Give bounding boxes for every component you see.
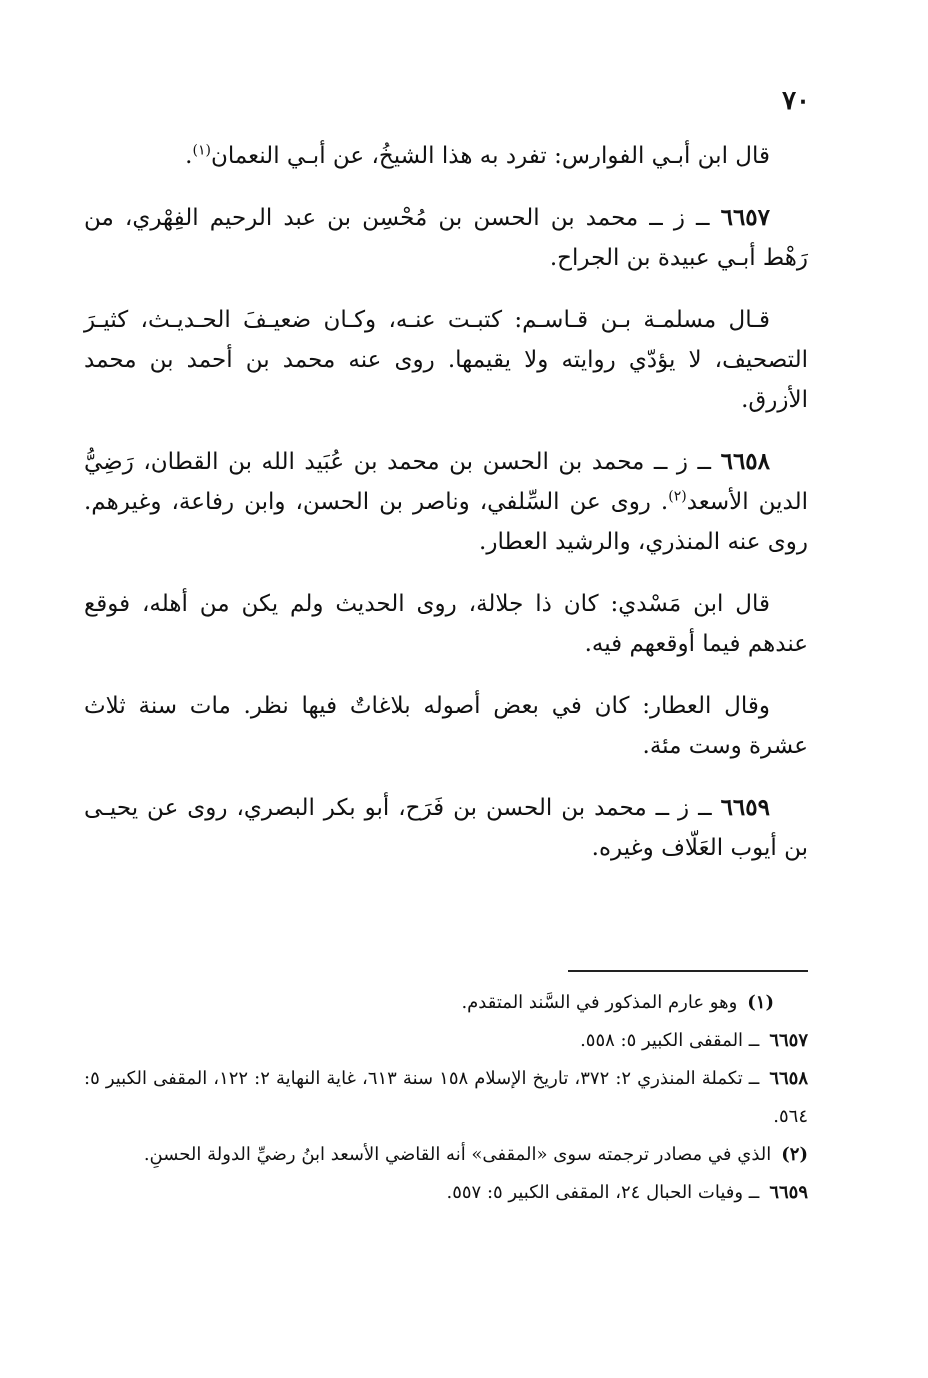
footnote-divider bbox=[568, 970, 808, 972]
footnote-text: الذي في مصادر ترجمته سوى «المقفى» أنه القاضي الأسعد ابنُ رضيِّ الدولة الحسنِ. bbox=[143, 1144, 772, 1165]
entry-number: ٦٦٥٧ bbox=[720, 204, 771, 231]
footnote-text: ــ وفيات الحبال ٢٤، المقفى الكبير ٥: ٥٥٧. bbox=[446, 1182, 760, 1203]
footnote-number: ٦٦٥٨ bbox=[769, 1068, 808, 1089]
entry-text: ــ ز ــ محمد بن الحسن بن فَرَح، أبو بكر البصري، روى عن يحيـى بن أيوب العَلّاف وغيره. bbox=[84, 795, 808, 861]
footnote-text: وهو عارم المذكور في السَّند المتقدم. bbox=[461, 992, 738, 1013]
paragraph-5-text: قال ابن مَسْدي: كان ذا جلالة، روى الحديث ولم يكن من أهله، فوقع عندهم فيما أوقعهم فيه. bbox=[84, 591, 808, 657]
paragraph-6 bbox=[84, 686, 808, 766]
footnote-ref-1: (١) bbox=[192, 142, 211, 159]
page-number: ٧٠ bbox=[782, 86, 810, 116]
footnotes bbox=[84, 984, 808, 1212]
footnote-number: (١) bbox=[747, 992, 774, 1013]
entry-6658 bbox=[84, 442, 808, 562]
footnote-6658 bbox=[84, 1060, 808, 1136]
entry-6657 bbox=[84, 198, 808, 278]
paragraph-3-text: قـال مسلمـة بـن قـاسـم: كتبـت عنـه، وكـان ضعيـفَ الحـديـث، كثيـرَ التصحيف، لا يؤدّي روايته ولا يقيمها. روى عنه محمد بن أحمد بن محمد الأزرق. bbox=[84, 307, 808, 413]
footnote-2 bbox=[84, 1136, 808, 1174]
paragraph-1 bbox=[84, 136, 808, 176]
footnote-1 bbox=[84, 984, 808, 1022]
paragraph-5 bbox=[84, 584, 808, 664]
paragraph-3 bbox=[84, 300, 808, 420]
footnote-number: (٢) bbox=[781, 1144, 808, 1165]
main-text bbox=[84, 136, 808, 890]
footnote-6659 bbox=[84, 1174, 808, 1212]
paragraph-1-text: قال ابن أبـي الفوارس: تفرد به هذا الشيخُ، عن أبـي النعمان bbox=[210, 143, 770, 169]
entry-6659 bbox=[84, 788, 808, 868]
footnote-number: ٦٦٥٩ bbox=[769, 1182, 808, 1203]
paragraph-1-end: . bbox=[185, 143, 193, 169]
entry-text: ــ ز ــ محمد بن الحسن بن مُحْسِن بن عبد الرحيم الفِهْري، من رَهْط أبـي عبيدة بن الجراح. bbox=[84, 205, 808, 271]
entry-number: ٦٦٥٨ bbox=[720, 448, 771, 475]
footnote-text: ــ تكملة المنذري ٢: ٣٧٢، تاريخ الإسلام ١٥٨ سنة ٦١٣، غاية النهاية ٢: ١٢٢، المقفى الكبير ٥: ٥٦٤. bbox=[84, 1068, 808, 1127]
footnote-ref-2: (٢) bbox=[668, 488, 687, 505]
footnote-text: ــ المقفى الكبير ٥: ٥٥٨. bbox=[580, 1030, 760, 1051]
footnote-number: ٦٦٥٧ bbox=[769, 1030, 808, 1051]
paragraph-6-text: وقال العطار: كان في بعض أصوله بلاغاتٌ فيها نظر. مات سنة ثلاث عشرة وست مئة. bbox=[84, 693, 808, 759]
entry-text-a: ــ ز ــ محمد بن الحسن بن محمد بن عُبَيد الله بن القطان، رَضِيُّ الدين الأسعد bbox=[84, 449, 808, 515]
footnote-6657 bbox=[84, 1022, 808, 1060]
entry-number: ٦٦٥٩ bbox=[720, 794, 770, 821]
entry-text-b: . روى عن السِّلفي، وناصر بن الحسن، وابن رفاعة، وغيرهم. روى عنه المنذري، والرشيد العطار. bbox=[84, 489, 808, 555]
